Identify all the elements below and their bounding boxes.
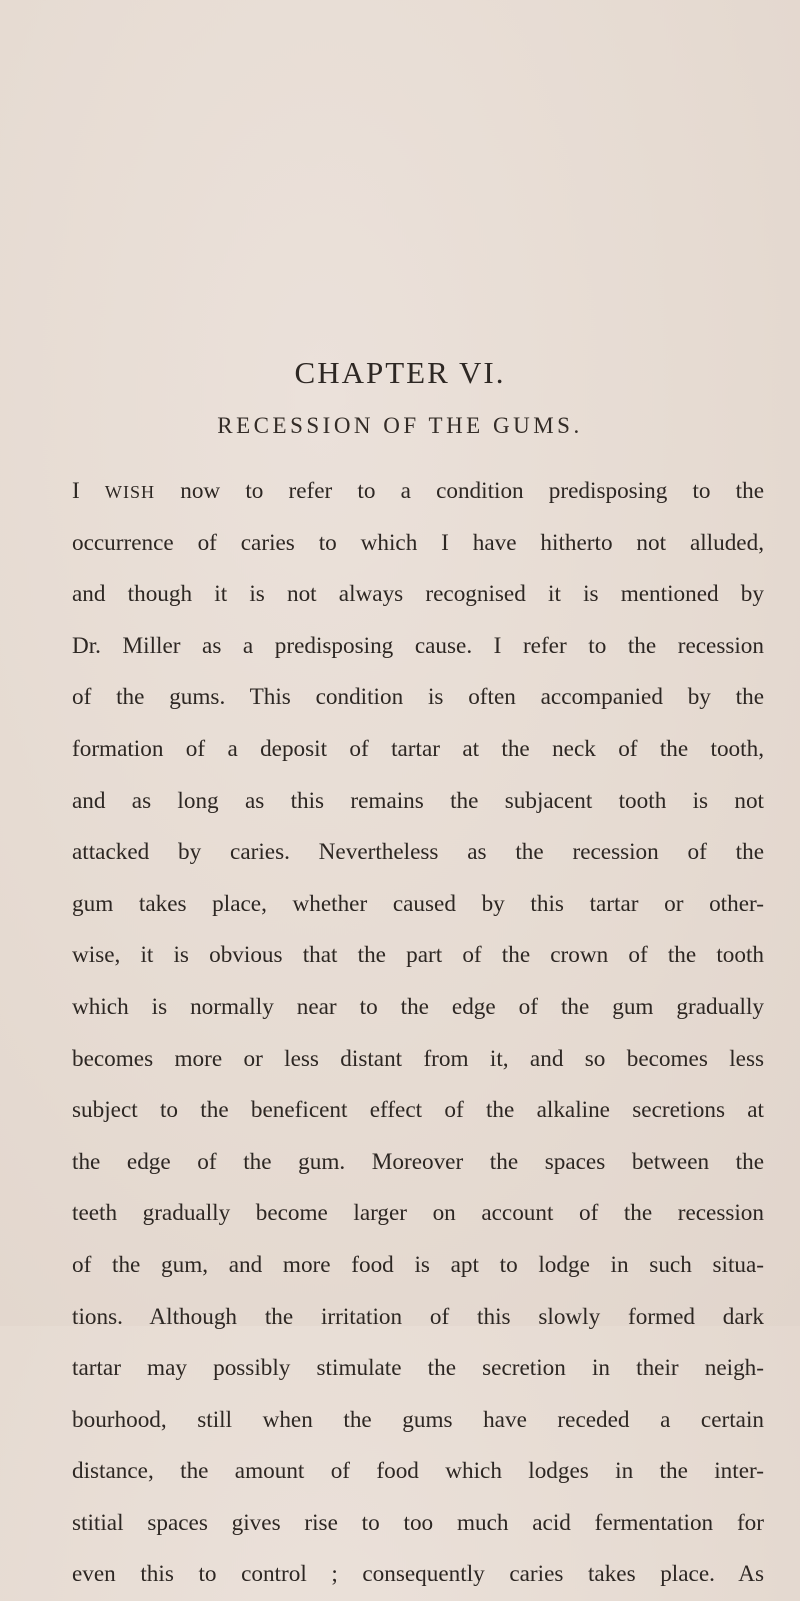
text-line: stitial spaces gives rise to too much acid fermentation for <box>72 1509 764 1536</box>
text-line: attacked by caries. Nevertheless as the recession of the <box>72 839 764 866</box>
text-line <box>72 466 764 518</box>
text-line: formation of a deposit of tartar at the neck of the tooth, <box>72 735 764 762</box>
text-line: which is normally near to the edge of the gum gradually <box>72 993 764 1020</box>
text-line: wise, it is obvious that the part of the crown of the tooth <box>72 942 764 969</box>
text-line-content: now to refer to a condition predisposing to the <box>155 478 764 504</box>
text-line: teeth gradually become larger on account of the recession <box>72 1200 764 1227</box>
body-paragraph <box>72 466 764 1601</box>
text-line: of the gums. This condition is often accompanied by the <box>72 684 764 711</box>
text-line: occurrence of caries to which I have hitherto not alluded, <box>72 529 764 556</box>
first-word-initial: I <box>72 478 105 504</box>
text-line: bourhood, still when the gums have receded a certain <box>72 1406 764 1433</box>
text-line: and though it is not always recognised it is mentioned by <box>72 581 764 608</box>
text-line: tions. Although the irritation of this slowly formed dark <box>72 1303 764 1330</box>
text-line: Dr. Miller as a predisposing cause. I refer to the recession <box>72 632 764 659</box>
section-title: RECESSION OF THE GUMS. <box>217 413 583 438</box>
text-line: becomes more or less distant from it, and so becomes less <box>72 1045 764 1072</box>
text-line: gum takes place, whether caused by this tartar or other- <box>72 890 764 917</box>
text-line: distance, the amount of food which lodges in the inter- <box>72 1458 764 1485</box>
chapter-title: CHAPTER VI. <box>294 355 506 390</box>
text-line: tartar may possibly stimulate the secretion in their neigh- <box>72 1355 764 1382</box>
first-word-smallcaps: WISH <box>104 482 156 502</box>
text-line: even this to control ; consequently caries takes place. As <box>72 1561 764 1588</box>
text-line: subject to the beneficent effect of the alkaline secretions at <box>72 1097 764 1124</box>
text-line: and as long as this remains the subjacent tooth is not <box>72 787 764 814</box>
text-line: of the gum, and more food is apt to lodge in such situa- <box>72 1251 764 1278</box>
text-line: the edge of the gum. Moreover the spaces between the <box>72 1148 764 1175</box>
